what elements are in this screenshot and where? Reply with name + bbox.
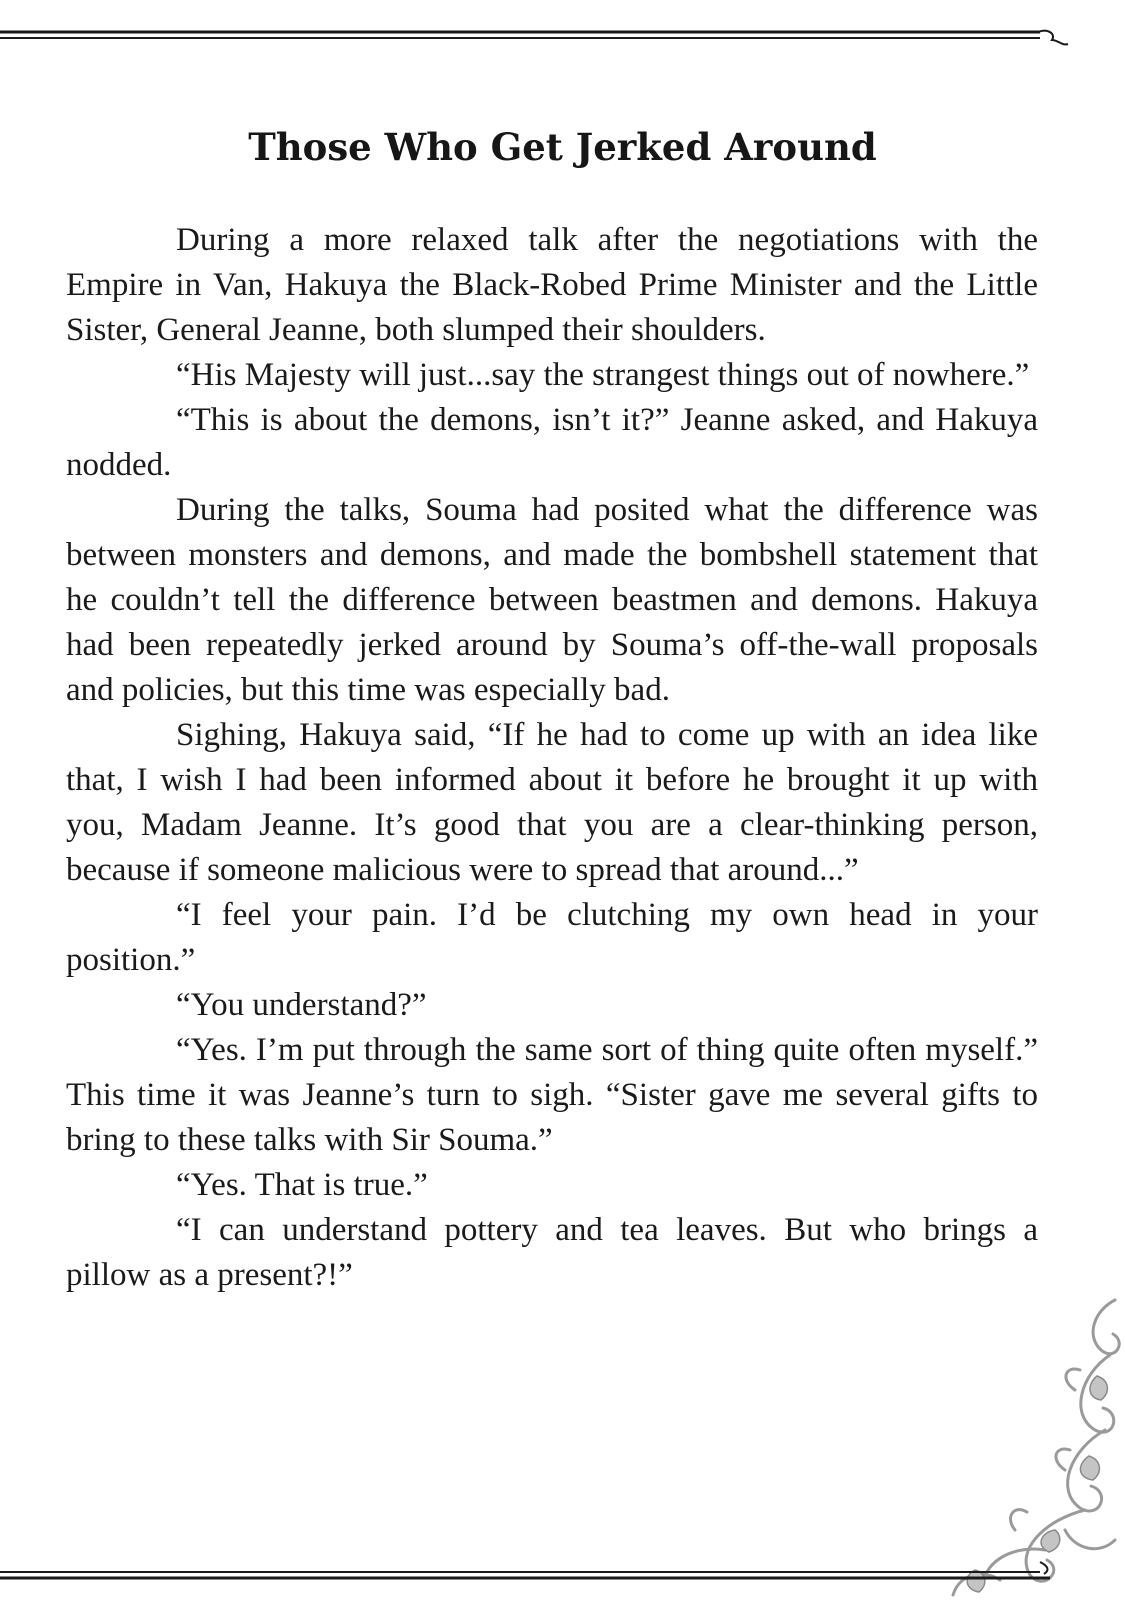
paragraph: “Yes. I’m put through the same sort of thing quite often myself.” This time it was Jeanne’s turn to sigh. “Sister gave me several gifts to bring to these talks with Sir Souma.” — [66, 1032, 1038, 1158]
top-border-rule — [0, 26, 1085, 50]
paragraph: During a more relaxed talk after the negotiations with the Empire in Van, Hakuya the Black-Robed Prime Minister and the Little Sister, General Jeanne, both slumped their shoulders. — [66, 222, 1038, 348]
chapter-body — [66, 218, 1038, 1298]
paragraph: “His Majesty will just...say the strangest things out of nowhere.” — [176, 357, 1030, 393]
paragraph: “You understand?” — [176, 987, 427, 1023]
bottom-border-rule — [0, 1560, 1085, 1584]
floral-corner-ornament — [865, 1280, 1125, 1600]
paragraph: During the talks, Souma had posited what the difference was between monsters and demons, and made the bombshell statement that he couldn’t tell the difference between beastmen and demons. Hakuya had been repeatedly jerked around by Souma’s off-the-wall proposals and policies, but this time was especially bad. — [66, 492, 1038, 708]
chapter-title: Those Who Get Jerked Around — [248, 125, 877, 169]
paragraph: “I feel your pain. I’d be clutching my own head in your position.” — [66, 897, 1038, 978]
paragraph: “This is about the demons, isn’t it?” Jeanne asked, and Hakuya nodded. — [66, 402, 1038, 483]
paragraph: “I can understand pottery and tea leaves. But who brings a pillow as a present?!” — [66, 1212, 1038, 1293]
paragraph: Sighing, Hakuya said, “If he had to come up with an idea like that, I wish I had been informed about it before he brought it up with you, Madam Jeanne. It’s good that you are a clear-thinking person, because if someone malicious were to spread that around...” — [66, 717, 1038, 888]
paragraph: “Yes. That is true.” — [176, 1167, 428, 1203]
